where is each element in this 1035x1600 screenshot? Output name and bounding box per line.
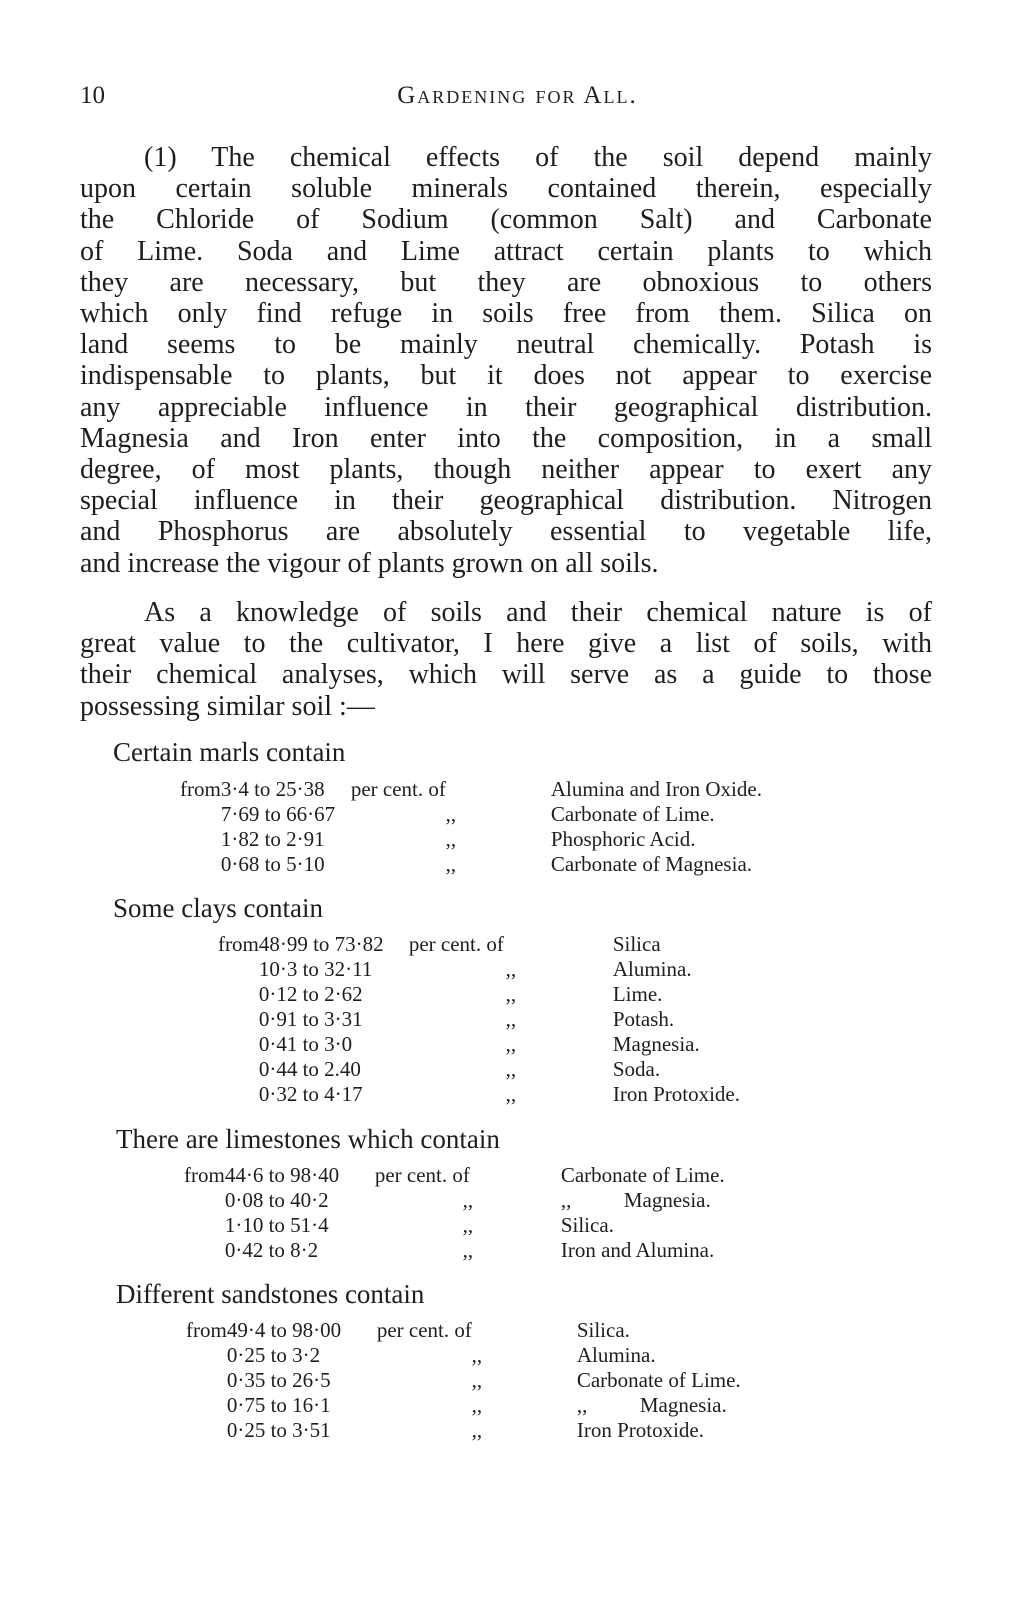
running-head: Gardening for All. [397,82,638,109]
substance-name: Iron Protoxide. [612,1082,740,1106]
table-row [180,777,762,802]
from-label [186,1393,227,1418]
unit-label: per cent. of [350,777,446,801]
from-label [184,1188,225,1213]
substance-name: Alumina. [612,957,692,981]
paragraph-line: As a knowledge of soils and their chemical nature is of [144,597,932,628]
from-label [186,1368,227,1393]
substance-name: Carbonate of Lime. [550,802,715,826]
percentage-range: 0·08 to 40·2 [224,1188,329,1212]
substance-name: Carbonate of Magnesia. [550,852,753,876]
paragraph-line: land seems to be mainly neutral chemically. Potash is [80,329,932,361]
unit-label: per cent. of [408,932,504,956]
substance-name: Phosphoric Acid. [550,827,696,851]
paragraph-line: (1) The chemical effects of the soil depend mainly [144,142,932,173]
substance-name: Carbonate of Lime. [576,1368,741,1392]
percentage-range: 0·41 to 3·0 [258,1032,353,1056]
paragraph-line: the Chloride of Sodium (common Salt) and Carbonate [80,204,932,236]
percentage-range: 0·35 to 26·5 [226,1368,331,1392]
percentage-range: 7·69 to 66·67 [220,802,336,826]
from-label [184,1213,225,1238]
from-label: from [218,932,259,956]
paragraph-line: which only find refuge in soils free from them. Silica on [80,298,932,330]
table-row [180,852,762,877]
section-heading-clays: Some clays contain [113,893,323,923]
substance-name: Soda. [612,1057,661,1081]
paragraph-chemical-effects [80,142,932,579]
table-row [186,1418,741,1443]
analysis-table-limestones [184,1163,725,1263]
percentage-range: 1·82 to 2·91 [220,827,325,851]
substance-name: Alumina and Iron Oxide. [550,777,762,801]
ditto-mark: ,, [471,1343,483,1367]
table-row [218,932,740,957]
table-row [218,957,740,982]
percentage-range: 10·3 to 32·11 [258,957,373,981]
paragraph-line: their chemical analyses, which will serve as a guide to those [80,659,932,691]
from-label: from [180,777,221,801]
from-label [218,957,259,982]
percentage-range: 0·25 to 3·51 [226,1418,331,1442]
from-label [180,852,221,877]
paragraph-line: degree, of most plants, though neither appear to exert any [80,454,932,486]
percentage-range: 3·4 to 25·38 [220,777,325,801]
analysis-table-sandstones [186,1318,741,1443]
table-row [186,1368,741,1393]
paragraph-line: Magnesia and Iron enter into the composition, in a small [80,422,932,454]
table-row [184,1238,725,1263]
ditto-mark: ,, [471,1393,483,1417]
substance-name: Magnesia. [612,1032,700,1056]
substance-name: Silica. [560,1213,614,1237]
ditto-mark: ,, [462,1188,474,1212]
table-row [218,982,740,1007]
ditto-mark: ,, [505,1007,517,1031]
from-label [186,1418,227,1443]
substance-name: Alumina. [576,1343,656,1367]
percentage-range: 0·75 to 16·1 [226,1393,331,1417]
ditto-mark: ,, [471,1368,483,1392]
ditto-mark: ,, [505,1082,517,1106]
percentage-range: 0·25 to 3·2 [226,1343,321,1367]
percentage-range: 49·4 to 98·00 [226,1318,342,1342]
substance-name: Silica. [576,1318,630,1342]
from-label [218,1032,259,1057]
unit-label: per cent. of [374,1163,470,1187]
paragraph-line: they are necessary, but they are obnoxious to others [80,266,932,298]
from-label [180,827,221,852]
table-row [184,1188,725,1213]
ditto-mark: ,, [462,1238,474,1262]
table-row [218,1082,740,1107]
substance-name: ,, Magnesia. [560,1188,711,1212]
page-number: 10 [80,82,105,109]
paragraph-line: great value to the cultivator, I here give a list of soils, with [80,628,932,660]
ditto-mark: ,, [505,1057,517,1081]
substance-name: ,, Magnesia. [576,1393,727,1417]
from-label [186,1343,227,1368]
analysis-table-clays [218,932,740,1107]
substance-name: Potash. [612,1007,675,1031]
from-label [218,982,259,1007]
from-label: from [184,1163,225,1187]
from-label [218,1057,259,1082]
table-row [218,1032,740,1057]
percentage-range: 0·91 to 3·31 [258,1007,363,1031]
substance-name: Lime. [612,982,663,1006]
ditto-mark: ,, [471,1418,483,1442]
from-label [218,1007,259,1032]
paragraph-line: and increase the vigour of plants grown on all soils. [80,547,659,579]
table-row [218,1007,740,1032]
table-row [180,802,762,827]
ditto-mark: ,, [462,1213,474,1237]
substance-name: Carbonate of Lime. [560,1163,725,1187]
ditto-mark: ,, [505,957,517,981]
analysis-table-marls [180,777,762,877]
from-label [218,1082,259,1107]
table-row [184,1213,725,1238]
percentage-range: 0·44 to 2.40 [258,1057,361,1081]
substance-name: Iron and Alumina. [560,1238,715,1262]
paragraph-knowledge-of-soils [80,597,932,722]
paragraph-line: indispensable to plants, but it does not appear to exercise [80,360,932,392]
table-row [186,1343,741,1368]
ditto-mark: ,, [505,1032,517,1056]
percentage-range: 44·6 to 98·40 [224,1163,340,1187]
ditto-mark: ,, [445,802,457,826]
unit-label: per cent. of [376,1318,472,1342]
paragraph-line: and Phosphorus are absolutely essential to vegetable life, [80,516,932,548]
from-label [180,802,221,827]
table-row [218,1057,740,1082]
percentage-range: 0·12 to 2·62 [258,982,363,1006]
paragraph-line: special influence in their geographical distribution. Nitrogen [80,485,932,517]
ditto-mark: ,, [445,827,457,851]
percentage-range: 0·42 to 8·2 [224,1238,319,1262]
table-row [180,827,762,852]
paragraph-line: any appreciable influence in their geographical distribution. [80,391,932,423]
percentage-range: 1·10 to 51·4 [224,1213,329,1237]
percentage-range: 48·99 to 73·82 [258,932,384,956]
section-heading-limestones: There are limestones which contain [116,1124,500,1154]
section-heading-sandstones: Different sandstones contain [116,1279,425,1309]
paragraph-line: of Lime. Soda and Lime attract certain plants to which [80,235,932,267]
substance-name: Iron Protoxide. [576,1418,704,1442]
from-label [184,1238,225,1263]
section-heading-marls: Certain marls contain [113,737,346,767]
substance-name: Silica [612,932,661,956]
paragraph-line: upon certain soluble minerals contained therein, especially [80,173,932,205]
paragraph-line: possessing similar soil :— [80,690,375,722]
ditto-mark: ,, [445,852,457,876]
percentage-range: 0·68 to 5·10 [220,852,325,876]
from-label: from [186,1318,227,1342]
table-row [186,1393,741,1418]
table-row [186,1318,741,1343]
ditto-mark: ,, [505,982,517,1006]
table-row [184,1163,725,1188]
percentage-range: 0·32 to 4·17 [258,1082,363,1106]
